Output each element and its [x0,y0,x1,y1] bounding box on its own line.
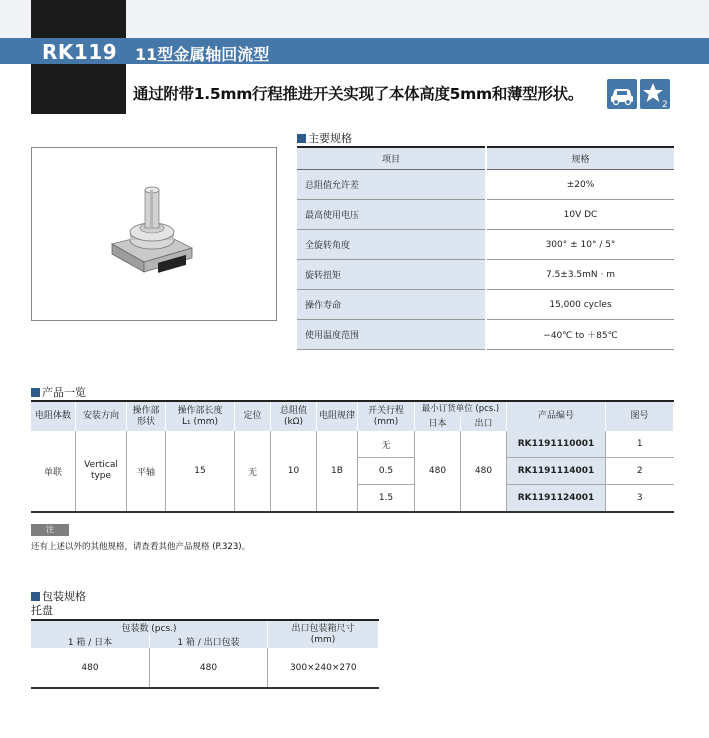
table-row [31,648,379,688]
spec-label: 操作寿命 [297,290,486,320]
spec-value: 15,000 cycles [486,290,674,320]
col-detent: 定位 [235,401,271,431]
section-marker [31,592,40,601]
spec-value: −40℃ to ＋85℃ [486,320,674,350]
spec-label: 最高使用电压 [297,200,486,230]
cell-japan: 480 [415,431,461,512]
cell-drawing: 1 [606,431,674,458]
cell-resistance: 10 [271,431,317,512]
table-row [297,230,674,260]
col-shape: 操作部 形状 [127,401,166,431]
car-icon [607,79,637,109]
col-pack-export: 1 箱 / 出口包装 [150,634,268,648]
spec-header-spec: 规格 [486,147,674,170]
cell-travel: 1.5 [358,485,415,513]
cell-taper: 1B [317,431,358,512]
col-length: 操作部长度 L₁ (mm) [166,401,235,431]
col-mount: 安装方向 [76,401,127,431]
product-code: RK119 [42,40,118,64]
col-part-no: 产品编号 [507,401,606,431]
cell-part-no: RK1191124001 [507,485,606,513]
cell-shape: 平轴 [127,431,166,512]
spec-label: 旋转扭矩 [297,260,486,290]
table-row [297,170,674,200]
col-box-size: 出口包装箱尺寸 (mm) [268,620,379,648]
cell-travel: 无 [358,431,415,458]
table-row [297,260,674,290]
table-row [297,320,674,350]
cell-body-count: 单联 [31,431,76,512]
section-marker [297,134,306,143]
product-photo [31,147,277,321]
cell-box-size: 300×240×270 [268,648,379,688]
section-marker [31,388,40,397]
col-pack-qty: 包装数 (pcs.) [31,620,268,634]
spec-label: 使用温度范围 [297,320,486,350]
col-export: 出口 [461,417,507,431]
spec-value: ±20% [486,170,674,200]
headline: 通过附带1.5mm行程推进开关实现了本体高度5mm和薄型形状。 [133,85,584,103]
table-row [297,200,674,230]
col-switch-travel: 开关行程 (mm) [358,401,415,431]
spec-table [297,146,674,350]
cell-length: 15 [166,431,235,512]
product-subtitle: 11型金属轴回流型 [135,45,270,64]
col-resistance: 总阻值 (kΩ) [271,401,317,431]
note-label: 注 [31,524,69,536]
spec-value: 7.5±3.5mN · m [486,260,674,290]
potentiometer-image [32,148,276,320]
cell-mount: Vertical type [76,431,127,512]
spec-section-title: 主要规格 [297,130,352,146]
packaging-table [31,619,379,689]
cell-part-no: RK1191114001 [507,458,606,485]
spec-header-item: 项目 [297,147,486,170]
col-body-count: 电阻体数 [31,401,76,431]
badge-number: 2 [662,100,668,109]
packaging-subtitle: 托盘 [31,604,53,617]
star-rank-icon [640,79,670,109]
col-taper: 电阻规律 [317,401,358,431]
col-japan: 日本 [415,417,461,431]
spec-label: 全旋转角度 [297,230,486,260]
cell-pack-export: 480 [150,648,268,688]
cell-pack-japan: 480 [31,648,150,688]
spec-label: 总阻值允许差 [297,170,486,200]
cell-drawing: 2 [606,458,674,485]
products-table [31,400,674,513]
col-min-order: 最小订货单位 (pcs.) [415,401,507,417]
products-section-title: 产品一览 [31,384,86,400]
packaging-section-title: 包装规格 [31,588,86,604]
spec-value: 300° ± 10° / 5° [486,230,674,260]
col-drawing: 图号 [606,401,674,431]
cell-drawing: 3 [606,485,674,513]
cell-export: 480 [461,431,507,512]
table-row [31,431,674,458]
col-pack-japan: 1 箱 / 日本 [31,634,150,648]
cell-part-no: RK1191110001 [507,431,606,458]
table-row [297,290,674,320]
spec-value: 10V DC [486,200,674,230]
cell-detent: 无 [235,431,271,512]
note-text: 还有上述以外的其他规格，请查看其他产品规格 (P.323)。 [31,542,251,552]
cell-travel: 0.5 [358,458,415,485]
